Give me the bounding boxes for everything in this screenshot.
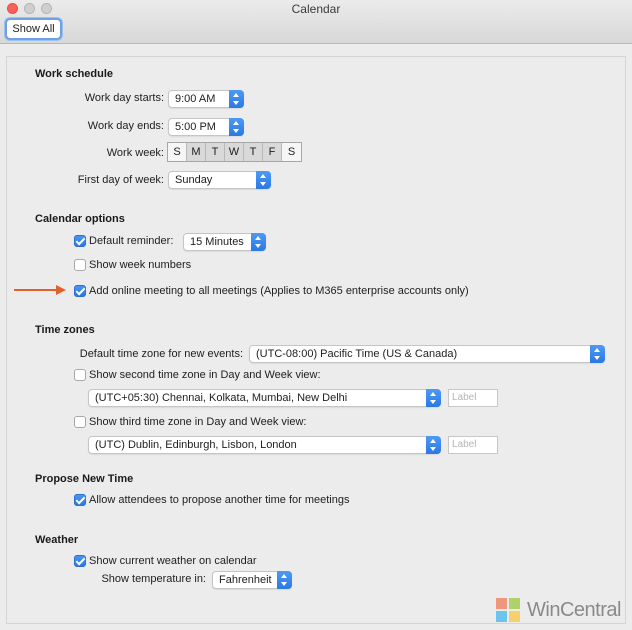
third-tz-checkbox[interactable] xyxy=(74,416,86,428)
title-bar xyxy=(0,0,632,44)
temperature-unit-select[interactable] xyxy=(212,571,292,589)
day-friday[interactable]: F xyxy=(263,143,282,161)
default-reminder-select[interactable] xyxy=(183,233,266,251)
work-week-selector xyxy=(167,142,302,162)
work-week-label: Work week: xyxy=(106,147,164,159)
stepper-icon xyxy=(426,436,441,454)
stepper-icon xyxy=(229,118,244,136)
show-weather-label: Show current weather on calendar xyxy=(89,555,257,567)
work-day-ends-label: Work day ends: xyxy=(87,120,164,132)
stepper-icon xyxy=(277,571,292,589)
third-tz-value: (UTC) Dublin, Edinburgh, Lisbon, London xyxy=(95,439,297,451)
windows-logo-icon xyxy=(496,598,522,624)
work-day-ends-select[interactable] xyxy=(168,118,244,136)
stepper-icon xyxy=(426,389,441,407)
day-wednesday[interactable]: W xyxy=(225,143,244,161)
default-tz-value: (UTC-08:00) Pacific Time (US & Canada) xyxy=(256,348,458,360)
third-tz-label-field[interactable]: Label xyxy=(448,436,498,454)
second-tz-value: (UTC+05:30) Chennai, Kolkata, Mumbai, New Delhi xyxy=(95,392,348,404)
stepper-icon xyxy=(229,90,244,108)
day-sunday[interactable]: S xyxy=(168,143,187,161)
stepper-icon xyxy=(590,345,605,363)
second-tz-select[interactable] xyxy=(88,389,441,407)
wincentral-watermark xyxy=(496,596,632,628)
show-week-numbers-checkbox[interactable] xyxy=(74,259,86,271)
second-tz-label-field[interactable]: Label xyxy=(448,389,498,407)
watermark-text: WinCentral xyxy=(527,599,621,621)
first-day-value: Sunday xyxy=(175,174,213,186)
day-monday[interactable]: M xyxy=(187,143,206,161)
calendar-options-heading: Calendar options xyxy=(35,213,125,225)
first-day-select[interactable] xyxy=(168,171,271,189)
show-weather-checkbox[interactable] xyxy=(74,555,86,567)
work-schedule-heading: Work schedule xyxy=(35,68,114,80)
day-tuesday[interactable]: T xyxy=(206,143,225,161)
third-tz-select[interactable] xyxy=(88,436,441,454)
day-saturday[interactable]: S xyxy=(282,143,301,161)
work-day-starts-value: 9:00 AM xyxy=(175,93,216,105)
third-tz-label: Show third time zone in Day and Week view: xyxy=(89,416,307,428)
work-day-starts-label: Work day starts: xyxy=(84,92,164,104)
show-all-button[interactable]: Show All xyxy=(5,18,62,40)
online-meeting-label: Add online meeting to all meetings (Applies to M365 enterprise accounts only) xyxy=(89,285,469,297)
weather-heading: Weather xyxy=(35,534,79,546)
allow-propose-label: Allow attendees to propose another time for meetings xyxy=(89,494,350,506)
propose-new-time-heading: Propose New Time xyxy=(35,473,134,485)
arrow-annotation-icon xyxy=(14,285,66,295)
default-tz-label: Default time zone for new events: xyxy=(79,348,243,360)
stepper-icon xyxy=(256,171,271,189)
day-thursday[interactable]: T xyxy=(244,143,263,161)
work-day-starts-select[interactable] xyxy=(168,90,244,108)
stepper-icon xyxy=(251,233,266,251)
default-reminder-checkbox[interactable] xyxy=(74,235,86,247)
time-zones-heading: Time zones xyxy=(35,324,95,336)
default-tz-select[interactable] xyxy=(249,345,605,363)
default-reminder-label: Default reminder: xyxy=(89,235,174,247)
show-week-numbers-label: Show week numbers xyxy=(89,259,192,271)
online-meeting-checkbox[interactable] xyxy=(74,285,86,297)
window-title: Calendar xyxy=(291,2,341,16)
allow-propose-checkbox[interactable] xyxy=(74,494,86,506)
first-day-label: First day of week: xyxy=(77,174,164,186)
default-reminder-value: 15 Minutes xyxy=(190,236,244,248)
second-tz-checkbox[interactable] xyxy=(74,369,86,381)
temperature-unit-label: Show temperature in: xyxy=(101,573,206,585)
work-day-ends-value: 5:00 PM xyxy=(175,121,216,133)
temperature-unit-value: Fahrenheit xyxy=(219,574,272,586)
preferences-panel xyxy=(6,56,626,624)
second-tz-label: Show second time zone in Day and Week view: xyxy=(89,369,321,381)
